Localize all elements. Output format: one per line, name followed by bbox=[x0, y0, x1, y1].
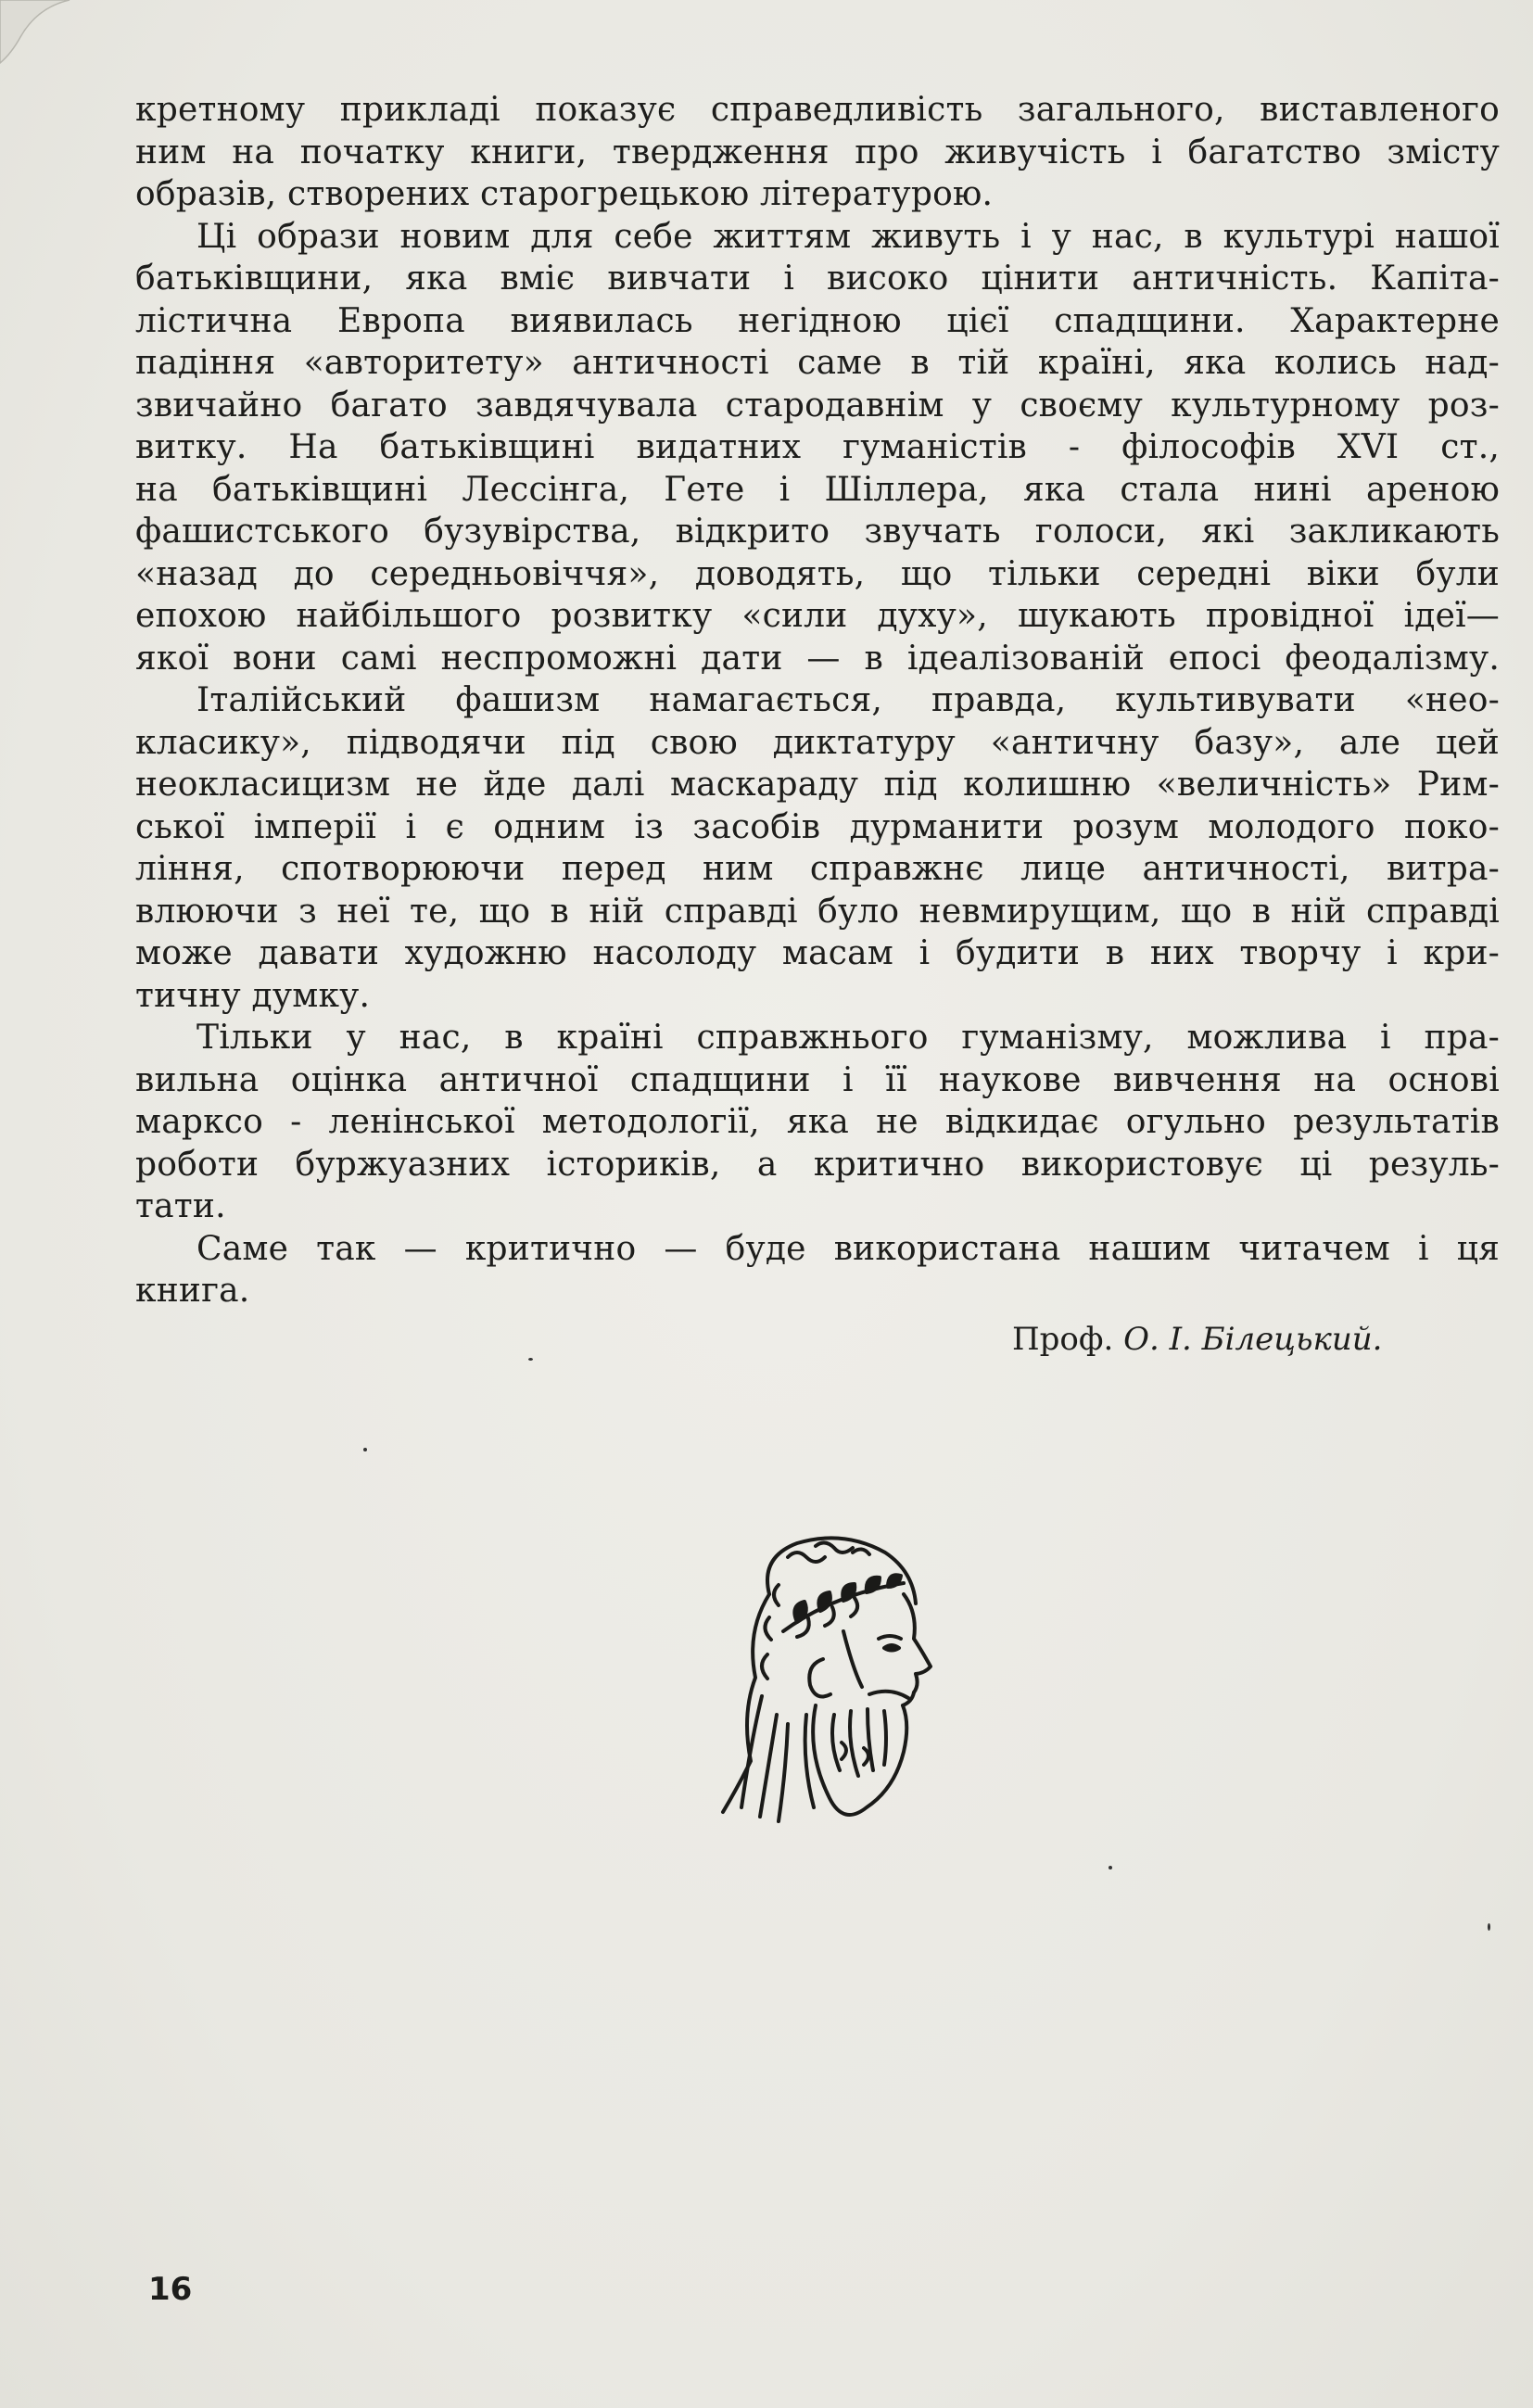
text-line: тичну думку. bbox=[135, 976, 371, 1015]
text-line: якої вони самі неспроможні дати — в ідеалізованій епосі феодалізму. bbox=[135, 639, 1500, 678]
page-corner-fold bbox=[0, 0, 102, 65]
text-line: книга. bbox=[135, 1272, 250, 1310]
paragraph-3 bbox=[135, 679, 1500, 1017]
text-line: тати. bbox=[135, 1187, 226, 1225]
laurel-crowned-head-icon bbox=[704, 1529, 936, 1835]
signature-name: О. І. Білецький. bbox=[1123, 1321, 1383, 1358]
paragraph-5 bbox=[135, 1228, 1500, 1312]
main-text bbox=[135, 89, 1500, 1312]
text-line: класику», підводячи під свою диктатуру «античну базу», але цей bbox=[135, 723, 1500, 762]
text-line: батьківщини, яка вміє вивчати і високо цінити античність. Капіта- bbox=[135, 260, 1500, 298]
text-line: ним на початку книги, твердження про живучість і багатство змісту bbox=[135, 133, 1500, 171]
text-line: звичайно багато завдячувала стародавнім у своєму культурному роз- bbox=[135, 386, 1500, 425]
author-signature bbox=[1012, 1321, 1382, 1358]
text-line: Саме так — критично — буде використана нашим читачем і ця bbox=[196, 1229, 1500, 1268]
dust-speck bbox=[1488, 1923, 1490, 1931]
dust-speck bbox=[363, 1448, 367, 1451]
paragraph-4 bbox=[135, 1017, 1500, 1228]
text-line: епохою найбільшого розвитку «сили духу», шукають провідної ідеї— bbox=[135, 597, 1500, 635]
dust-speck bbox=[1109, 1866, 1112, 1869]
text-line: падіння «авторитету» античності саме в тій країні, яка колись над- bbox=[135, 344, 1500, 382]
text-line: влюючи з неї те, що в ній справді було невмирущим, що в ній справді bbox=[135, 892, 1500, 931]
text-line: кретному прикладі показує справедливість загального, виставленого bbox=[135, 91, 1500, 129]
text-line: роботи буржуазних істориків, а критично використовує ці резуль- bbox=[135, 1145, 1500, 1184]
text-line: Ці образи новим для себе життям живуть і у нас, в культурі нашої bbox=[196, 217, 1500, 256]
text-line: Італійський фашизм намагається, правда, культивувати «нео- bbox=[196, 681, 1500, 719]
signature-prefix: Проф. bbox=[1012, 1321, 1114, 1358]
text-line: неокласицизм не йде далі маскараду під колишню «величність» Рим- bbox=[135, 766, 1500, 804]
text-line: вильна оцінка античної спадщини і її наукове вивчення на основі bbox=[135, 1060, 1500, 1099]
text-line: ської імперії і є одним із засобів дурманити розум молодого поко- bbox=[135, 807, 1500, 846]
paragraph-2 bbox=[135, 216, 1500, 680]
text-line: ління, спотворюючи перед ним справжнє лице античності, витра- bbox=[135, 850, 1500, 888]
text-line: фашистського бузувірства, відкрито звучать голоси, які закликають bbox=[135, 513, 1500, 551]
text-line: марксо - ленінської методології, яка не відкидає огульно результатів bbox=[135, 1103, 1500, 1141]
text-line: Тільки у нас, в країні справжнього гуманізму, можлива і пра- bbox=[196, 1019, 1500, 1057]
page-number: 16 bbox=[148, 2271, 193, 2308]
paragraph-1 bbox=[135, 89, 1500, 216]
text-line: витку. На батьківщині видатних гуманістів - філософів XVI ст., bbox=[135, 428, 1500, 466]
text-line: образів, створених старогрецькою літературою. bbox=[135, 175, 994, 213]
text-line: лістична Европа виявилась негідною цієї спадщини. Характерне bbox=[135, 301, 1500, 340]
text-line: на батьківщині Лессінга, Гете і Шіллера, яка стала нині ареною bbox=[135, 470, 1500, 509]
text-line: може давати художню насолоду масам і будити в них творчу і кри- bbox=[135, 934, 1500, 972]
text-line: «назад до середньовіччя», доводять, що тільки середні віки були bbox=[135, 554, 1500, 593]
dust-speck bbox=[528, 1358, 533, 1361]
